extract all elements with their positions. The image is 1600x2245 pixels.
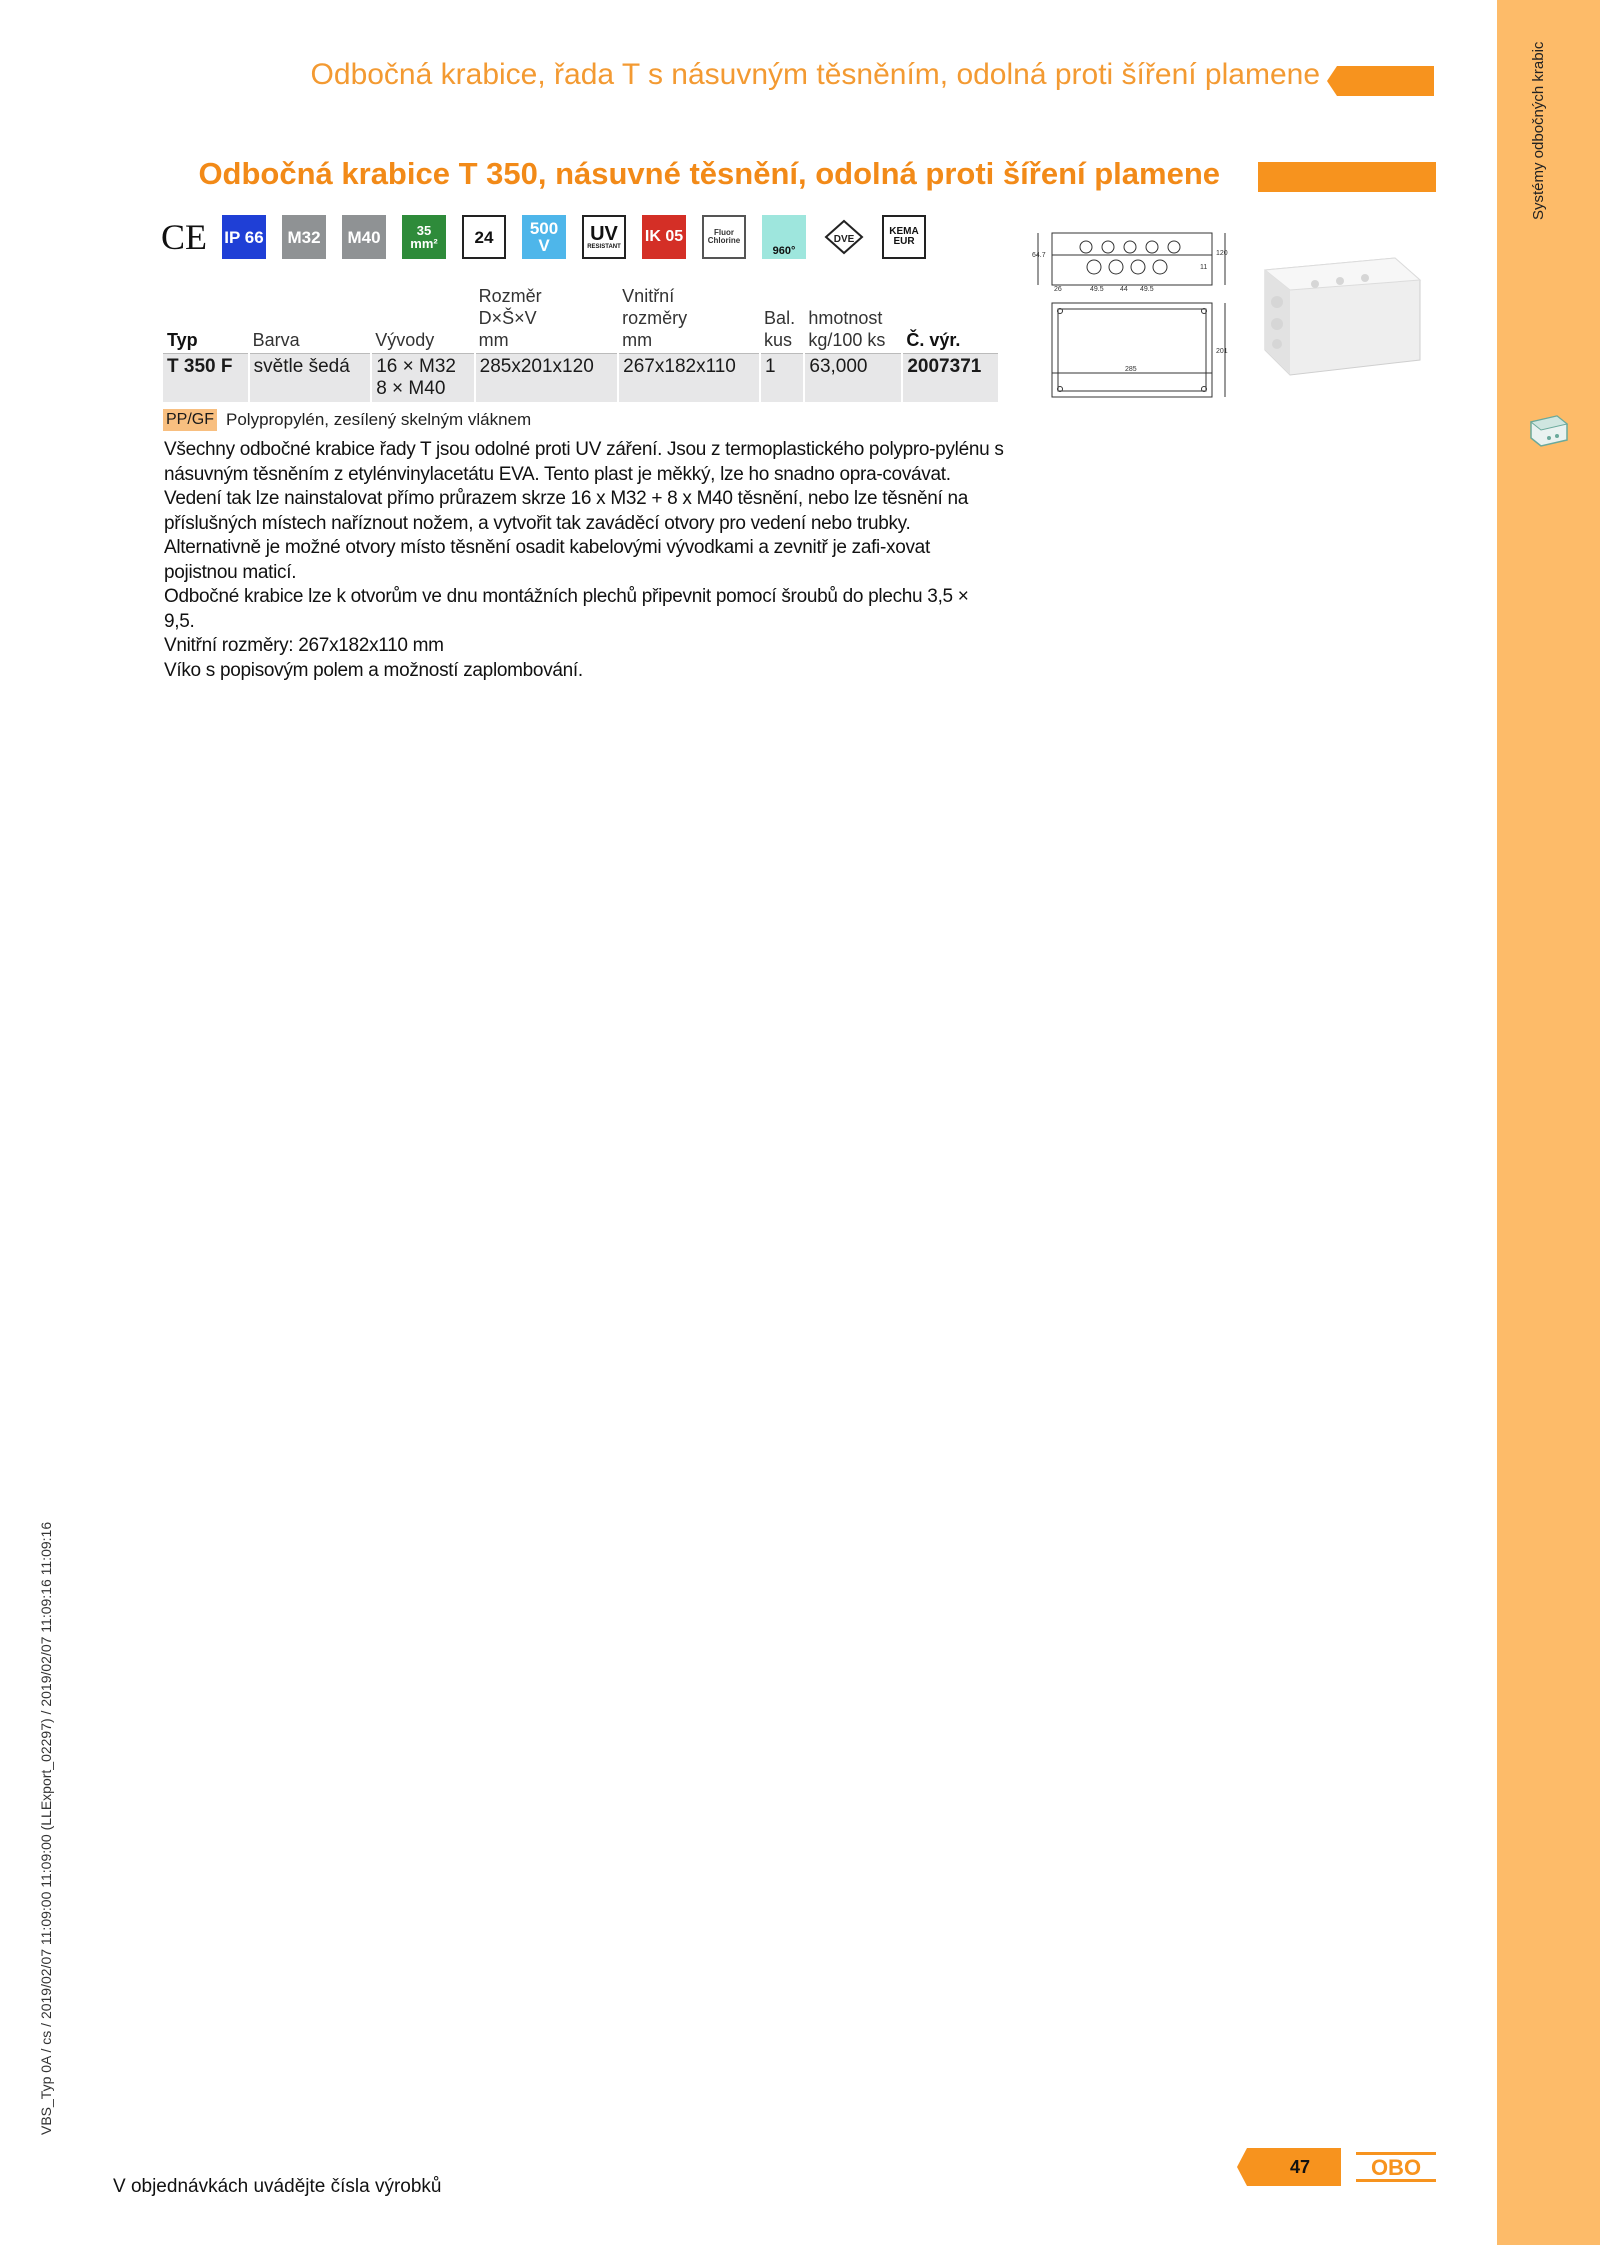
product-description — [164, 438, 1004, 683]
dim-spacing-a: 49.5 — [1090, 286, 1104, 293]
description-paragraph-2: Odbočné krabice lze k otvorům ve dnu montážních plechů připevnit pomocí šroubů do plechu 3,5 × 9,5. — [164, 586, 969, 632]
m40-icon: M40 — [342, 215, 386, 259]
product-title: Odbočná krabice T 350, násuvné těsnění, odolná proti šíření plamene — [198, 156, 1220, 191]
glow-wire-960-icon: 960° — [762, 215, 806, 259]
col-cislo: Č. výr. — [902, 285, 998, 354]
dim-length: 285 — [1125, 366, 1137, 373]
cell-rozmer: 285x201x120 — [475, 354, 619, 403]
vde-label: DVE — [833, 234, 855, 245]
material-description: Polypropylén, zesílený skelným vláknem — [226, 410, 532, 429]
dim-height-a: 64.7 — [1032, 252, 1046, 259]
technical-drawing — [1030, 225, 1230, 405]
page-number-tab — [1237, 2148, 1341, 2186]
col-hmotnost: hmotnost kg/100 ks — [804, 285, 902, 354]
uv-label: UV — [590, 223, 618, 245]
section-tab — [1327, 66, 1434, 96]
sidebar-label: Systémy odbočných krabic — [1530, 41, 1547, 220]
dim-spacing-b: 44 — [1120, 286, 1128, 293]
uv-sub-label: RESISTANT — [587, 244, 621, 250]
halogen-free-icon: Fluor Chlorine — [702, 215, 746, 259]
right-sidebar — [1497, 0, 1600, 2245]
cell-bal: 1 — [760, 354, 804, 403]
print-note: VBS_Typ 0A / cs / 2019/02/07 11:09:00 11:09:00 (LLExport_02297) / 2019/02/07 11:09:16 11:09:16 — [38, 1521, 54, 2135]
dim-height-c: 11 — [1200, 264, 1208, 271]
dim-width: 201 — [1216, 348, 1228, 355]
cell-hmotnost: 63,000 — [804, 354, 902, 403]
section-title: Odbočná krabice, řada T s násuvným těsněním, odolná proti šíření plamene — [310, 58, 1320, 91]
product-table — [163, 285, 998, 402]
col-barva: Barva — [249, 285, 372, 354]
dim-height-b: 120 — [1216, 250, 1228, 257]
cell-vyvody: 16 × M32 8 × M40 — [371, 354, 474, 403]
vde-mark-icon — [822, 215, 866, 259]
material-code-badge: PP/GF — [163, 409, 217, 431]
col-vyvody: Vývody — [371, 285, 474, 354]
col-typ: Typ — [163, 285, 249, 354]
voltage-500v-icon: 500 V — [522, 215, 566, 259]
description-paragraph-4: Víko s popisovým polem a možností zaplombování. — [164, 659, 583, 681]
col-bal: Bal. kus — [760, 285, 804, 354]
footer-note: V objednávkách uvádějte čísla výrobků — [113, 2176, 442, 2197]
product-title-bar — [1258, 162, 1436, 192]
cell-barva: světle šedá — [249, 354, 372, 403]
certification-icons — [160, 215, 942, 261]
col-rozmer: Rozměr D×Š×V mm — [475, 285, 619, 354]
table-header-row — [163, 285, 998, 354]
description-paragraph-1: Všechny odbočné krabice řady T jsou odolné proti UV záření. Jsou z termoplastického polypro-pylénu s násuvným těsněním z etylénvinylacetátu EVA. Tento plast je měkký, lze ho snadno opra-covávat. Vedení tak lze nainstalovat přímo průrazem skrze 16 x M32 + 8 x M40 těsnění, nebo lze těsnění na příslušných místech naříznout nožem, a vytvořit tak zaváděcí otvory pro vedení nebo trubky. Alternativně je možné otvory místo těsnění osadit kabelovými vývodkami a zevnitř je zafi-xovat pojistnou maticí. — [164, 439, 1004, 583]
dim-offset: 26 — [1054, 286, 1062, 293]
cell-typ: T 350 F — [163, 354, 249, 403]
logo-text: OBO — [1370, 2155, 1422, 2180]
kema-eur-icon: KEMA EUR — [882, 215, 926, 259]
terminals-24-icon: 24 — [462, 215, 506, 259]
cell-vnitrni: 267x182x110 — [618, 354, 760, 403]
ip66-icon: IP 66 — [222, 215, 266, 259]
product-photo — [1255, 250, 1425, 380]
m32-icon: M32 — [282, 215, 326, 259]
description-paragraph-3: Vnitřní rozměry: 267x182x110 mm — [164, 635, 444, 656]
uv-resistant-icon — [582, 215, 626, 259]
junction-box-thumbnail-icon — [1527, 412, 1569, 448]
cell-cislo: 2007371 — [902, 354, 998, 403]
dim-spacing-c: 49.5 — [1140, 286, 1154, 293]
ik05-icon: IK 05 — [642, 215, 686, 259]
table-row — [163, 354, 998, 403]
col-vnitrni: Vnitřní rozměry mm — [618, 285, 760, 354]
cross-section-35mm2-icon: 35 mm² — [402, 215, 446, 259]
ce-mark-icon: CE — [160, 217, 207, 257]
page-number: 47 — [1290, 2157, 1311, 2177]
obo-logo — [1356, 2151, 1436, 2183]
